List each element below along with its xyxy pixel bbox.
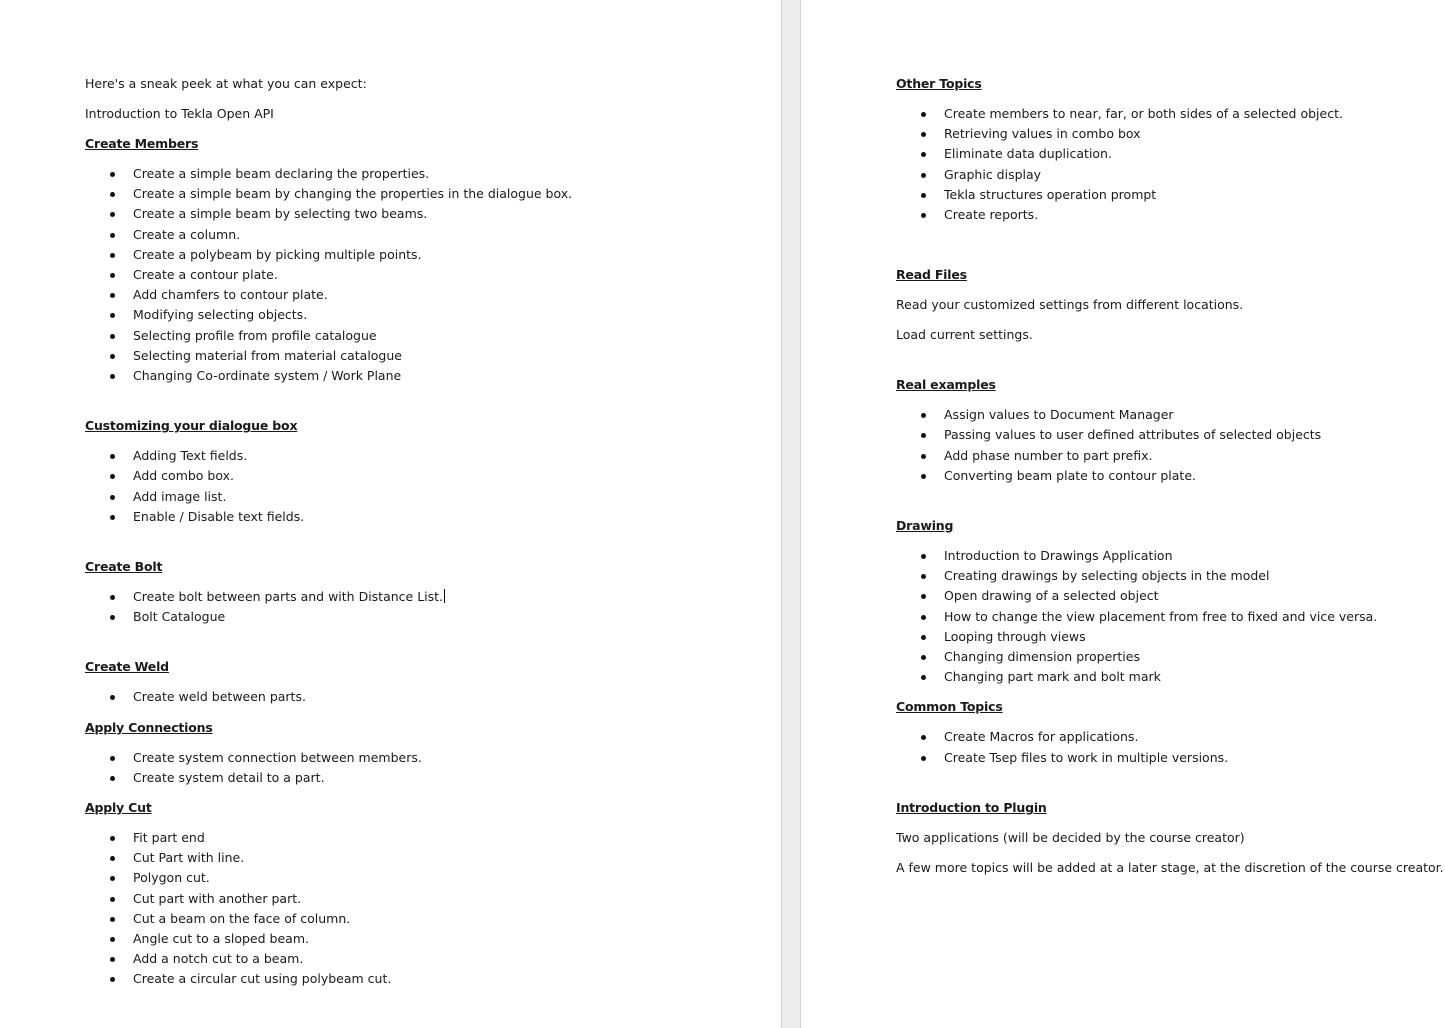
list-item[interactable]: Selecting material from material catalogue xyxy=(133,346,775,366)
list-create-members xyxy=(85,164,775,386)
list-item[interactable]: Passing values to user defined attributes of selected objects xyxy=(944,425,1442,445)
list-item[interactable]: Add a notch cut to a beam. xyxy=(133,949,775,969)
list-item[interactable] xyxy=(133,587,775,607)
paragraph[interactable]: Read your customized settings from different locations. xyxy=(896,297,1244,313)
list-item[interactable]: Creating drawings by selecting objects in the model xyxy=(944,566,1442,586)
blank-line xyxy=(85,537,775,557)
heading-real-examples[interactable]: Real examples xyxy=(896,377,996,393)
list-item[interactable]: Enable / Disable text fields. xyxy=(133,507,775,527)
list-item[interactable]: Create a contour plate. xyxy=(133,265,775,285)
blank-line xyxy=(85,637,775,657)
list-item[interactable]: Create reports. xyxy=(944,205,1442,225)
list-item[interactable]: Create members to near, far, or both sides of a selected object. xyxy=(944,104,1442,124)
list-item[interactable]: How to change the view placement from free to fixed and vice versa. xyxy=(944,607,1442,627)
heading-drawing[interactable]: Drawing xyxy=(896,518,954,534)
list-item[interactable]: Introduction to Drawings Application xyxy=(944,546,1442,566)
list-create-bolt xyxy=(85,587,775,627)
list-item[interactable]: Modifying selecting objects. xyxy=(133,305,775,325)
list-item[interactable]: Create a simple beam by selecting two beams. xyxy=(133,204,775,224)
heading-create-weld[interactable]: Create Weld xyxy=(85,659,169,675)
blank-line xyxy=(896,496,1442,516)
paragraph[interactable]: Two applications (will be decided by the course creator) xyxy=(896,829,1245,845)
page-content xyxy=(85,74,775,1000)
list-item[interactable]: Add chamfers to contour plate. xyxy=(133,285,775,305)
list-item[interactable]: Cut a beam on the face of column. xyxy=(133,909,775,929)
list-item[interactable]: Create weld between parts. xyxy=(133,687,775,707)
list-item[interactable]: Changing Co-ordinate system / Work Plane xyxy=(133,366,775,386)
list-item[interactable]: Assign values to Document Manager xyxy=(944,405,1442,425)
blank-line xyxy=(896,235,1442,255)
heading-introduction-to-plugin[interactable]: Introduction to Plugin xyxy=(896,799,1047,815)
list-item[interactable]: Angle cut to a sloped beam. xyxy=(133,929,775,949)
list-item[interactable]: Create Tsep files to work in multiple versions. xyxy=(944,748,1442,768)
paragraph[interactable]: Load current settings. xyxy=(896,327,1033,343)
blank-line xyxy=(896,778,1442,798)
list-item[interactable]: Open drawing of a selected object xyxy=(944,586,1442,606)
list-item[interactable]: Retrieving values in combo box xyxy=(944,124,1442,144)
document-page-right[interactable] xyxy=(801,0,1445,1028)
list-drawing xyxy=(896,546,1442,687)
list-item[interactable]: Cut part with another part. xyxy=(133,889,775,909)
list-item[interactable]: Create Macros for applications. xyxy=(944,727,1442,747)
heading-apply-connections[interactable]: Apply Connections xyxy=(85,719,213,735)
heading-apply-cut[interactable]: Apply Cut xyxy=(85,800,152,816)
heading-common-topics[interactable]: Common Topics xyxy=(896,699,1003,715)
list-item[interactable]: Tekla structures operation prompt xyxy=(944,185,1442,205)
intro-text[interactable]: Here's a sneak peek at what you can expect: xyxy=(85,76,367,91)
list-item[interactable]: Add phase number to part prefix. xyxy=(944,446,1442,466)
list-apply-cut xyxy=(85,828,775,990)
list-real-examples xyxy=(896,405,1442,486)
list-other-topics xyxy=(896,104,1442,225)
list-item[interactable]: Looping through views xyxy=(944,627,1442,647)
blank-line xyxy=(896,355,1442,375)
heading-read-files[interactable]: Read Files xyxy=(896,267,967,283)
page-content xyxy=(896,74,1442,888)
list-item[interactable]: Create a circular cut using polybeam cut. xyxy=(133,969,775,989)
list-item[interactable]: Create a polybeam by picking multiple points. xyxy=(133,245,775,265)
list-item[interactable]: Create a simple beam by changing the properties in the dialogue box. xyxy=(133,184,775,204)
blank-line xyxy=(896,255,1442,265)
list-item[interactable]: Add image list. xyxy=(133,487,775,507)
list-item[interactable]: Create a column. xyxy=(133,225,775,245)
list-item[interactable]: Polygon cut. xyxy=(133,868,775,888)
list-item[interactable]: Graphic display xyxy=(944,165,1442,185)
page-gutter xyxy=(781,0,801,1028)
list-item[interactable]: Changing part mark and bolt mark xyxy=(944,667,1442,687)
list-item-text[interactable]: Create bolt between parts and with Distance List. xyxy=(133,589,444,605)
text-cursor xyxy=(444,589,445,603)
heading-create-members[interactable]: Create Members xyxy=(85,136,199,151)
paragraph[interactable]: A few more topics will be added at a later stage, at the discretion of the course creator. xyxy=(896,859,1444,875)
list-common-topics xyxy=(896,727,1442,767)
list-item[interactable]: Create system detail to a part. xyxy=(133,768,775,788)
list-create-weld xyxy=(85,687,775,707)
list-item[interactable]: Create a simple beam declaring the properties. xyxy=(133,164,775,184)
list-customizing xyxy=(85,446,775,527)
heading-create-bolt[interactable]: Create Bolt xyxy=(85,559,163,575)
list-item[interactable]: Add combo box. xyxy=(133,466,775,486)
list-item[interactable]: Converting beam plate to contour plate. xyxy=(944,466,1442,486)
list-item[interactable]: Create system connection between members. xyxy=(133,748,775,768)
list-item[interactable]: Bolt Catalogue xyxy=(133,607,775,627)
heading-customizing[interactable]: Customizing your dialogue box xyxy=(85,418,298,434)
list-item[interactable]: Cut Part with line. xyxy=(133,848,775,868)
list-item[interactable]: Selecting profile from profile catalogue xyxy=(133,326,775,346)
blank-line xyxy=(85,396,775,416)
list-item[interactable]: Fit part end xyxy=(133,828,775,848)
list-item[interactable]: Changing dimension properties xyxy=(944,647,1442,667)
list-item[interactable]: Adding Text fields. xyxy=(133,446,775,466)
list-apply-connections xyxy=(85,748,775,788)
list-item[interactable]: Eliminate data duplication. xyxy=(944,144,1442,164)
heading-other-topics[interactable]: Other Topics xyxy=(896,76,982,91)
subtitle-text[interactable]: Introduction to Tekla Open API xyxy=(85,106,274,121)
